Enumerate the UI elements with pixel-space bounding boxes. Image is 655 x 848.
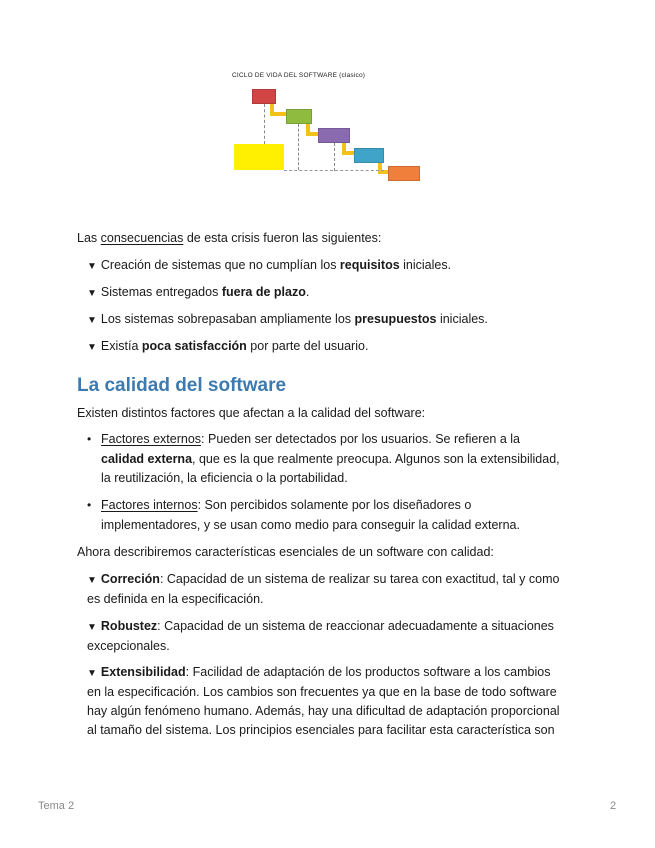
item-text: iniciales.: [399, 258, 452, 272]
factor-text: : Pueden ser detectados por los usuarios. Se refieren a la: [201, 432, 520, 446]
item-bold: fuera de plazo: [221, 285, 306, 299]
feedback-line: [334, 143, 335, 171]
intro-suffix: de esta crisis fueron las siguientes:: [183, 231, 382, 245]
item-text: Sistemas entregados: [100, 285, 222, 299]
characteristic-text: : Capacidad de un sistema de realizar su tarea con exactitud, tal y como: [159, 572, 560, 586]
triangle-down-icon: ▼: [87, 315, 97, 326]
factor-text: , que es la que realmente preocupa. Algunos son la extensibilidad,: [192, 451, 560, 466]
consequences-link[interactable]: consecuencias: [100, 231, 184, 245]
bullet-icon: •: [87, 432, 92, 446]
consequence-item: [87, 310, 587, 330]
item-text: Los sistemas sobrepasaban ampliamente los: [100, 312, 355, 326]
triangle-down-icon: ▼: [87, 668, 97, 679]
intro-prefix: Las: [77, 231, 101, 245]
characteristic-text: : Capacidad de un sistema de reaccionar adecuadamente a situaciones: [157, 619, 554, 633]
characteristic-name: Correción: [100, 572, 160, 586]
feedback-line: [284, 170, 384, 171]
section-heading: La calidad del software: [77, 375, 287, 396]
characteristic-text: : Facilidad de adaptación de los productos software a los cambios: [185, 665, 551, 679]
characteristic-text: hay algún fenómeno humano. Además, hay una dificultad de adaptación proporcional: [87, 704, 560, 718]
characteristic-name: Robustez: [100, 619, 158, 633]
factor-text: implementadores, y se usan como medio para conseguir la calidad externa.: [101, 517, 520, 532]
triangle-down-icon: ▼: [87, 261, 97, 272]
item-text: Existía: [100, 339, 142, 353]
step-1: [252, 89, 276, 104]
step-2: [286, 109, 312, 124]
feedback-line: [264, 104, 265, 144]
characteristic-text: excepcionales.: [87, 639, 170, 653]
characteristic-text: en la especificación. Los cambios son frecuentes ya que en la base de todo software: [87, 685, 557, 699]
characteristic-robustez: [87, 617, 587, 656]
factor-name-link[interactable]: Factores externos: [101, 432, 202, 446]
consequence-item: [87, 283, 587, 303]
factor-item-external: [101, 430, 586, 489]
characteristic-correccion: [87, 570, 587, 609]
connector: [306, 132, 318, 136]
factor-name-link[interactable]: Factores internos: [101, 498, 198, 512]
consequence-item: [87, 256, 587, 276]
triangle-down-icon: ▼: [87, 288, 97, 299]
consequence-item: [87, 337, 587, 357]
item-text: iniciales.: [436, 312, 488, 326]
item-text: Creación de sistemas que no cumplían los: [100, 258, 340, 272]
characteristic-name: Extensibilidad: [100, 665, 186, 679]
step-5: [388, 166, 420, 181]
characteristic-extensibilidad: [87, 663, 587, 740]
page-number: 2: [610, 800, 617, 812]
bullet-icon: •: [87, 498, 92, 512]
lifecycle-figure: [228, 72, 428, 192]
factor-text: la reutilización, la eficiencia o la portabilidad.: [101, 471, 348, 485]
feedback-line: [298, 124, 299, 170]
item-text: .: [305, 285, 310, 299]
item-bold: presupuestos: [354, 312, 437, 326]
triangle-down-icon: ▼: [87, 622, 97, 633]
characteristic-text: al tamaño del sistema. Los principios esenciales para facilitar esta característica son: [87, 723, 555, 737]
connector: [342, 151, 354, 155]
characteristic-text: es definida en la especificación.: [87, 592, 264, 606]
triangle-down-icon: ▼: [87, 342, 97, 353]
factor-bold: calidad externa: [101, 451, 193, 466]
step-3: [318, 128, 350, 143]
factor-text: : Son percibidos solamente por los diseñadores o: [197, 498, 472, 512]
item-bold: poca satisfacción: [141, 339, 247, 353]
footer-left: Tema 2: [38, 800, 75, 812]
item-text: por parte del usuario.: [246, 339, 369, 353]
triangle-down-icon: ▼: [87, 575, 97, 586]
item-bold: requisitos: [339, 258, 400, 272]
factors-intro: Existen distintos factores que afectan a la calidad del software:: [77, 406, 426, 420]
step-4: [354, 148, 384, 163]
characteristics-intro: Ahora describiremos características esenciales de un software con calidad:: [77, 545, 494, 559]
consequences-intro: [77, 229, 381, 248]
connector: [270, 112, 286, 116]
factor-item-internal: [101, 496, 586, 535]
figure-note: [234, 144, 284, 170]
figure-title: CICLO DE VIDA DEL SOFTWARE (clasico): [232, 72, 366, 79]
